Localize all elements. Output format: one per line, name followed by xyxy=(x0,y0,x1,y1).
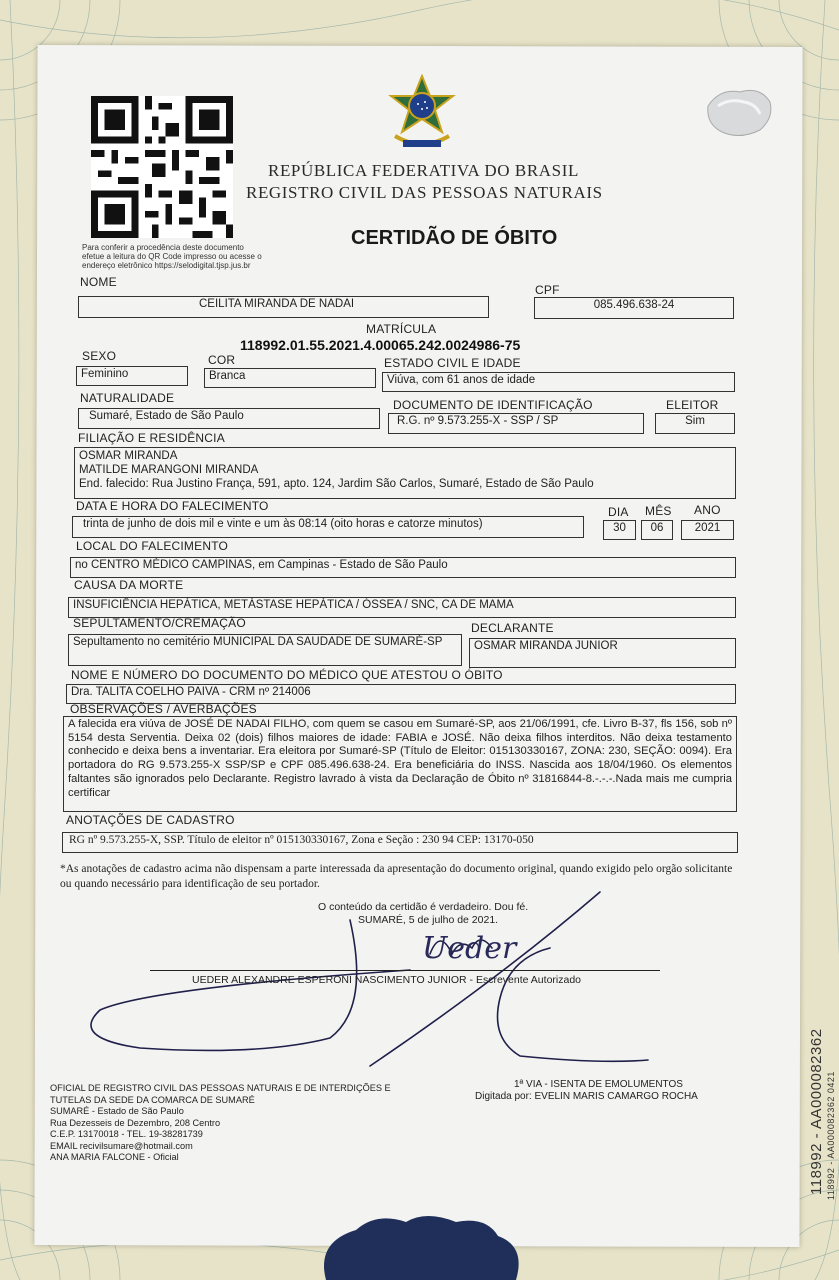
cpf-label: CPF xyxy=(535,283,560,297)
cor-field: Branca xyxy=(204,368,376,388)
data-hora-field: trinta de junho de dois mil e vinte e um às 08:14 (oito horas e catorze minutos) xyxy=(72,516,584,538)
brazil-coat-of-arms-icon xyxy=(383,74,461,154)
sepultamento-field: Sepultamento no cemitério MUNICIPAL DA SAUDADE DE SUMARÉ-SP xyxy=(68,634,462,666)
matricula-label: MATRÍCULA xyxy=(366,322,437,336)
mes-field: 06 xyxy=(641,520,673,540)
ano-field: 2021 xyxy=(681,520,734,540)
anotacoes-field: RG nº 9.573.255-X, SSP. Título de eleitor nº 015130330167, Zona e Seção : 230 94 CEP: 13170-050 xyxy=(62,832,738,853)
filiacao-mae: MATILDE MARANGONI MIRANDA xyxy=(79,464,259,476)
filiacao-pai: OSMAR MIRANDA xyxy=(79,450,178,462)
sexo-label: SEXO xyxy=(82,349,117,363)
filiacao-endereco: End. falecido: Rua Justino França, 591, apto. 124, Jardim São Carlos, Sumaré, Estado de São Paulo xyxy=(79,478,594,490)
office-line-2: TUTELAS DA SEDE DA COMARCA DE SUMARÉ xyxy=(50,1094,255,1105)
nome-label: NOME xyxy=(80,275,117,289)
signer-name: UEDER ALEXANDRE ESPERONI NASCIMENTO JUNIOR - Escrevente Autorizado xyxy=(192,974,582,986)
observacoes-label: OBSERVAÇÕES / AVERBAÇÕES xyxy=(70,702,257,716)
causa-field: INSUFICIÊNCIA HEPÁTICA, METÁSTASE HEPÁTICA / ÓSSEA / SNC, CA DE MAMA xyxy=(68,597,736,618)
anotacoes-label: ANOTAÇÕES DE CADASTRO xyxy=(66,813,235,827)
documento-label: DOCUMENTO DE IDENTIFICAÇÃO xyxy=(393,398,593,412)
sepultamento-label: SEPULTAMENTO/CREMAÇÃO xyxy=(73,616,246,630)
document-title: CERTIDÃO DE ÓBITO xyxy=(351,227,558,249)
office-line-3: SUMARÉ - Estado de São Paulo xyxy=(50,1106,184,1116)
documento-field: R.G. nº 9.573.255-X - SSP / SP xyxy=(388,413,644,434)
signature-script: Ueder xyxy=(422,931,517,966)
attestation-date: SUMARÉ, 5 de julho de 2021. xyxy=(358,914,499,926)
estado-civil-label: ESTADO CIVIL E IDADE xyxy=(384,356,521,370)
naturalidade-label: NATURALIDADE xyxy=(80,391,175,405)
data-hora-label: DATA E HORA DO FALECIMENTO xyxy=(76,499,269,513)
office-line-5: C.E.P. 13170018 - TEL. 19-38281739 xyxy=(50,1129,203,1139)
office-line-6: EMAIL recivilsumare@hotmail.com xyxy=(50,1140,193,1151)
dia-label: DIA xyxy=(608,505,629,519)
nome-field: CEILITA MIRANDA DE NADAI xyxy=(78,296,489,318)
declarante-field: OSMAR MIRANDA JUNIOR xyxy=(469,638,736,668)
sexo-field: Feminino xyxy=(76,366,188,386)
office-line-1: OFICIAL DE REGISTRO CIVIL DAS PESSOAS NATURAIS E DE INTERDIÇÕES E xyxy=(50,1083,391,1093)
via-line-1: 1ª VIA - ISENTA DE EMOLUMENTOS xyxy=(514,1079,683,1090)
header-republic: REPÚBLICA FEDERATIVA DO BRASIL xyxy=(268,161,579,180)
header-registry: REGISTRO CIVIL DAS PESSOAS NATURAIS xyxy=(246,183,603,202)
office-info xyxy=(50,1083,391,1164)
ano-label: ANO xyxy=(694,503,721,517)
filiacao-field xyxy=(74,447,736,499)
side-serial-code-small: 118992 - AA000082362 0421 xyxy=(826,1071,836,1200)
eleitor-label: ELEITOR xyxy=(666,398,719,412)
eleitor-field: Sim xyxy=(655,413,735,434)
estado-civil-field: Viúva, com 61 anos de idade xyxy=(382,372,735,392)
office-line-4: Rua Dezesseis de Dezembro, 208 Centro xyxy=(50,1117,221,1128)
dia-field: 30 xyxy=(603,520,636,540)
office-line-7: ANA MARIA FALCONE - Oficial xyxy=(50,1152,179,1162)
naturalidade-field: Sumaré, Estado de São Paulo xyxy=(78,408,380,429)
side-serial-code: 118992 - AA000082362 xyxy=(808,1028,825,1195)
qr-verification-note: Para conferir a procedência deste documento efetue a leitura do QR Code impresso ou acesse o endereço eletrônico https://selodigital.tjsp.jus.br xyxy=(82,243,262,270)
hologram-seal-icon xyxy=(700,84,776,142)
medico-label: NOME E NÚMERO DO DOCUMENTO DO MÉDICO QUE ATESTOU O ÓBITO xyxy=(71,668,503,682)
filiacao-label: FILIAÇÃO E RESIDÊNCIA xyxy=(78,431,225,445)
declarante-label: DECLARANTE xyxy=(471,621,554,635)
signature-line xyxy=(150,970,660,971)
cpf-field: 085.496.638-24 xyxy=(534,297,734,319)
local-label: LOCAL DO FALECIMENTO xyxy=(76,539,229,553)
medico-field: Dra. TALITA COELHO PAIVA - CRM nº 214006 xyxy=(66,684,736,704)
matricula-value: 118992.01.55.2021.4.00065.242.0024986-75 xyxy=(240,337,521,353)
causa-label: CAUSA DA MORTE xyxy=(74,578,184,592)
local-field: no CENTRO MÉDICO CAMPINAS, em Campinas - Estado de São Paulo xyxy=(70,557,736,578)
qr-code-image xyxy=(86,96,238,238)
cor-label: COR xyxy=(208,353,236,367)
observacoes-field: A falecida era viúva de JOSÉ DE NADAI FILHO, com quem se casou em Sumaré-SP, aos 21/06/1991, cfe. Livro B-37, fls 156, sob nº 5154 desta Serventia. Deixa 02 (dois) filhos maiores de idade: FABIA e JOSÉ. Não deixa filhos interditos. Não deixa testamento conhecido e deixa bens a inventariar. Era eleitora por Sumaré-SP (Título de Eleitor: 015130330167, ZONA: 230, SEÇÃO: 0094). Era portadora do RG 9.573.255-X SSP/SP e CPF 085.496.638-24. Era beneficiária do INSS. Nascida aos 18/04/1960. Os elementos faltantes são ignorados pelo Declarante. Registro lavrado à vista da Declaração de Óbito nº 31816844-8.-.-.-.Nada mais me cumpria certificar xyxy=(63,716,737,812)
footnote-text: *As anotações de cadastro acima não dispensam a parte interessada da apresentação do documento original, quando exigido pelo orgão solicitante ou quando necessário para identificação de seu portador. xyxy=(60,863,733,890)
mes-label: MÊS xyxy=(645,504,672,518)
blue-seal-stamp xyxy=(316,1212,526,1280)
attestation-line1: O conteúdo da certidão é verdadeiro. Dou fé. xyxy=(318,901,529,913)
via-line-2: Digitada por: EVELIN MARIS CAMARGO ROCHA xyxy=(475,1091,698,1102)
